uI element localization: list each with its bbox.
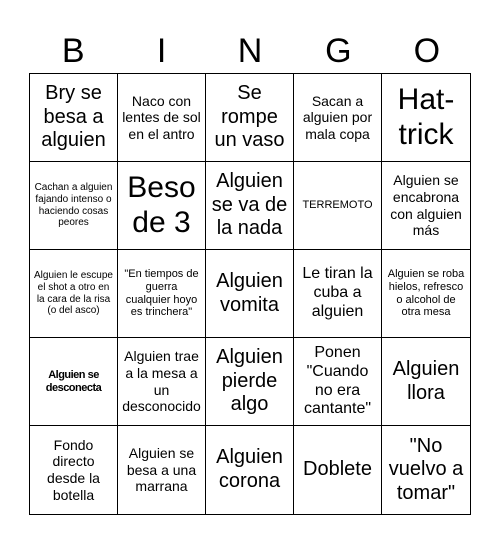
bingo-cell[interactable]: Alguien corona	[206, 426, 294, 514]
bingo-cell[interactable]: Alguien se roba hielos, refresco o alcohol de otra mesa	[382, 250, 470, 338]
header-letter-b: B	[61, 32, 85, 70]
bingo-cell[interactable]: "No vuelvo a tomar"	[388, 434, 464, 504]
bingo-cell[interactable]: Bry se besa a alguien	[30, 74, 118, 162]
bingo-cell[interactable]: Naco con lentes de sol en el antro	[118, 74, 206, 162]
header-letter-i: I	[156, 32, 167, 70]
bingo-cell[interactable]: Doblete	[294, 426, 382, 514]
bingo-cell[interactable]: Fondo directo desde la botella	[30, 426, 118, 514]
bingo-cell[interactable]: "En tiempos de guerra cualquier hoyo es trinchera"	[118, 250, 206, 338]
bingo-cell[interactable]: Alguien le escupe el shot a otro en la cara de la risa (o del asco)	[30, 250, 118, 338]
bingo-cell[interactable]: Le tiran la cuba a alguien	[294, 250, 382, 338]
bingo-cell[interactable]: Alguien pierde algo	[206, 338, 294, 426]
bingo-cell[interactable]: Alguien se va de la nada	[206, 162, 294, 250]
bingo-cell[interactable]: Alguien llora	[382, 338, 470, 426]
bingo-cell[interactable]: TERREMOTO	[294, 162, 382, 250]
bingo-cell[interactable]: Hat-trick	[382, 74, 470, 162]
bingo-cell[interactable]: Alguien vomita	[206, 250, 294, 338]
header-letter-o: O	[413, 32, 441, 70]
bingo-cell[interactable]: Beso de 3	[118, 162, 206, 250]
header-letter-g: G	[325, 32, 352, 70]
bingo-cell[interactable]: Alguien se encabrona con alguien más	[382, 162, 470, 250]
bingo-cell[interactable]: Sacan a alguien por mala copa	[294, 74, 382, 162]
bingo-cell[interactable]: Cachan a alguien fajando intenso o haciendo cosas peores	[30, 162, 118, 250]
bingo-cell[interactable]: Alguien trae a la mesa a un desconocido	[118, 338, 206, 426]
bingo-cell[interactable]: Alguien se besa a una marrana	[118, 426, 206, 514]
bingo-grid	[29, 73, 471, 515]
header-letter-n: N	[237, 32, 263, 70]
bingo-cell[interactable]: Alguien se desconecta	[30, 338, 118, 426]
bingo-cell[interactable]: Ponen "Cuando no era cantante"	[294, 338, 382, 426]
bingo-header	[29, 30, 471, 72]
bingo-cell[interactable]: Se rompe un vaso	[206, 74, 294, 162]
